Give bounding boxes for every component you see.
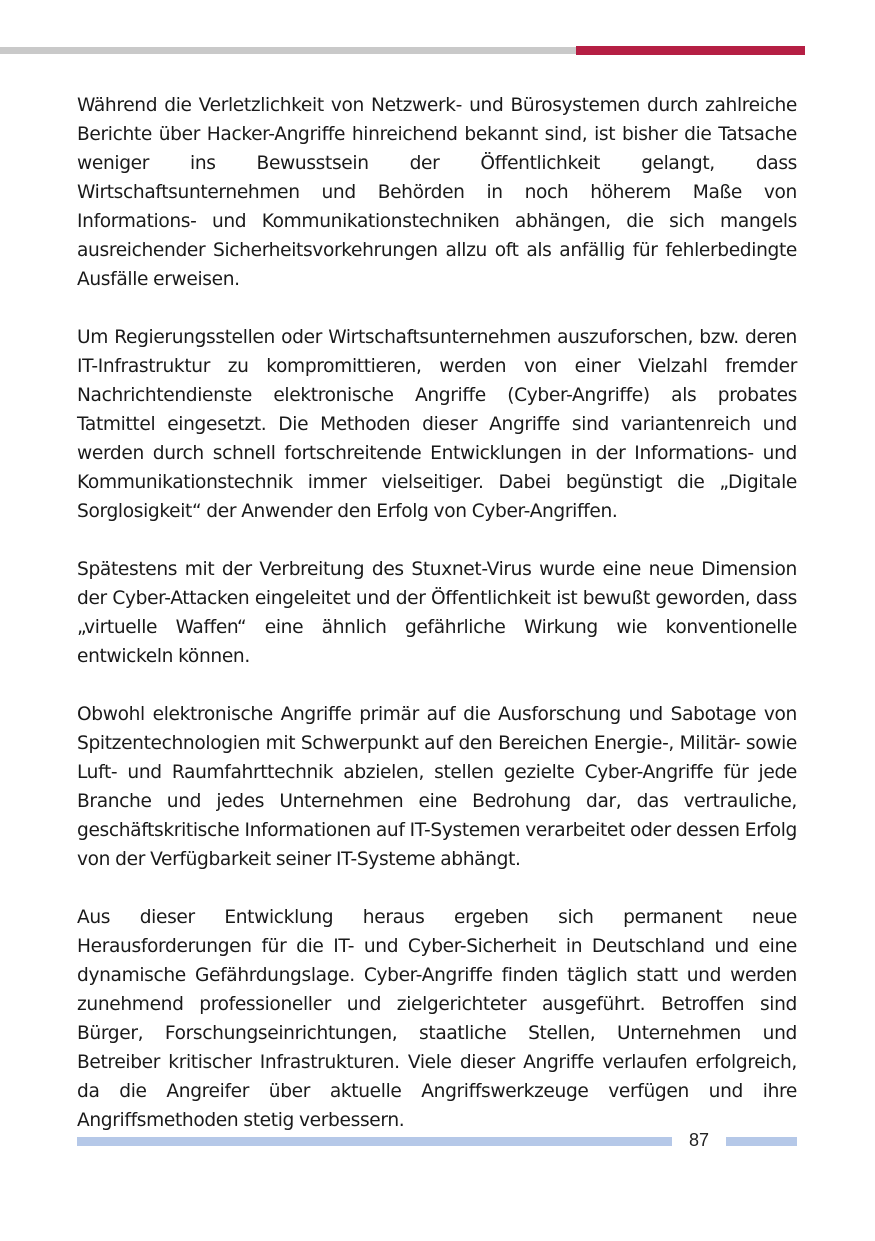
page-number: 87 (688, 1130, 710, 1150)
footer-rule-right (726, 1137, 797, 1146)
footer-rule-left (77, 1137, 672, 1146)
paragraph-4: Obwohl elektronische Angriffe primär auf die Ausforschung und Sabotage von Spitzentechnologien mit Schwerpunkt auf den Bereichen Energie-, Militär- sowie Luft- und Raumfahrttechnik abzielen, stellen gezielte Cyber-Angriffe für jede Branche und jedes Unternehmen eine Bedrohung dar, das vertrauliche, geschäftskritische Informationen auf IT-Systemen verarbeitet oder dessen Erfolg von der Verfügbarkeit seiner IT-Systeme abhängt. (77, 704, 797, 870)
body-text (77, 91, 797, 1164)
header-rule-gray (0, 47, 576, 54)
paragraph-1: Während die Verletzlichkeit von Netzwerk- und Bürosystemen durch zahlreiche Berichte über Hacker-Angriffe hinreichend bekannt sind, ist bisher die Tatsache weniger ins Bewusstsein der Öffentlichkeit gelangt, dass Wirtschaftsunternehmen und Behörden in noch höherem Maße von Informations- und Kommunikationstechniken abhängen, die sich mangels ausreichender Sicherheitsvorkehrungen allzu oft als anfällig für fehlerbedingte Ausfälle erweisen. (77, 95, 797, 290)
paragraph-2: Um Regierungsstellen oder Wirtschaftsunternehmen auszuforschen, bzw. deren IT-Infrastruktur zu kompromittieren, werden von einer Vielzahl fremder Nachrichtendienste elektronische Angriffe (Cyber-Angriffe) als probates Tatmittel eingesetzt. Die Methoden dieser Angriffe sind variantenreich und werden durch schnell fortschreitende Entwicklungen in der Informations- und Kommunikationstechnik immer vielseitiger. Dabei begünstigt die „Digitale Sorglosigkeit“ der Anwender den Erfolg von Cyber-Angriffen. (77, 327, 797, 522)
paragraph-5: Aus dieser Entwicklung heraus ergeben sich permanent neue Herausforderungen für die IT- und Cyber-Sicherheit in Deutschland und eine dynamische Gefährdungslage. Cyber-Angriffe finden täglich statt und werden zunehmend professioneller und zielgerichteter ausgeführt. Betroffen sind Bürger, Forschungseinrichtungen, staatliche Stellen, Unternehmen und Betreiber kritischer Infrastrukturen. Viele dieser Angriffe verlaufen erfolgreich, da die Angreifer über aktuelle Angriffswerkzeuge verfügen und ihre Angriffsmethoden stetig verbessern. (77, 907, 797, 1131)
paragraph-3: Spätestens mit der Verbreitung des Stuxnet-Virus wurde eine neue Dimension der Cyber-Attacken eingeleitet und der Öffentlichkeit ist bewußt geworden, dass „virtuelle Waffen“ eine ähnlich gefährliche Wirkung wie konventionelle entwickeln können. (77, 559, 797, 667)
header-rule-accent (576, 46, 805, 55)
